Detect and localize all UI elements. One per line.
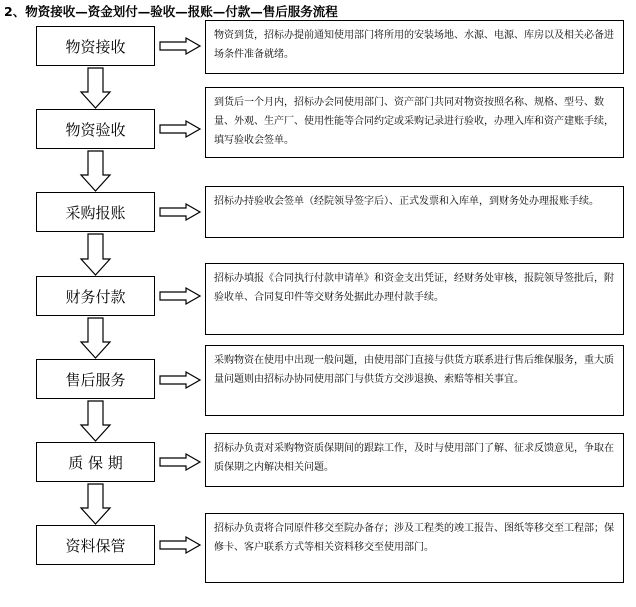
right-arrow-icon: [160, 454, 200, 470]
step-box-warranty: 质 保 期: [36, 442, 155, 482]
down-arrow-icon: [81, 68, 110, 108]
step-box-records: 资料保管: [36, 525, 155, 565]
right-arrow-icon: [160, 38, 200, 54]
step-desc-reimburse: 招标办持验收会签单（经院领导签字后）、正式发票和入库单，到财务处办理报账手续。: [205, 186, 624, 238]
right-arrow-icon: [160, 537, 200, 553]
step-desc-after-sales: 采购物资在使用中出现一般问题，由使用部门直接与供货方联系进行售后维保服务，重大质量问题则由招标办协同使用部门与供货方交涉退换、索赔等相关事宜。: [205, 345, 624, 416]
down-arrow-icon: [81, 318, 110, 358]
step-desc-inspect: 到货后一个月内，招标办会同使用部门、资产部门共同对物资按照名称、规格、型号、数量、外观、生产厂、使用性能等合同约定或采购记录进行验收，办理入库和资产建账手续，填写验收会签单。: [205, 87, 624, 158]
right-arrow-icon: [160, 288, 200, 304]
right-arrow-icon: [160, 372, 200, 388]
down-arrow-icon: [81, 401, 110, 441]
step-box-inspect: 物资验收: [36, 109, 155, 149]
step-box-after-sales: 售后服务: [36, 359, 155, 399]
step-box-reimburse: 采购报账: [36, 192, 155, 232]
step-desc-payment: 招标办填报《合同执行付款申请单》和资金支出凭证，经财务处审核，报院领导签批后，附验收单、合同复印件等交财务处据此办理付款手续。: [205, 263, 624, 335]
step-box-receive: 物资接收: [36, 26, 155, 66]
down-arrow-icon: [81, 484, 110, 524]
page-title: 2、物资接收—资金划付—验收—报账—付款—售后服务流程: [4, 4, 338, 19]
down-arrow-icon: [81, 151, 110, 191]
right-arrow-icon: [160, 121, 200, 137]
step-desc-receive: 物资到货，招标办提前通知使用部门将所用的安装场地、水源、电源、库房以及相关必备进场条件准备就绪。: [205, 20, 624, 74]
right-arrow-icon: [160, 204, 200, 220]
step-box-payment: 财务付款: [36, 276, 155, 316]
step-desc-warranty: 招标办负责对采购物资质保期间的跟踪工作，及时与使用部门了解、征求反馈意见，争取在质保期之内解决相关问题。: [205, 433, 624, 487]
step-desc-records: 招标办负责将合同原件移交至院办备存；涉及工程类的竣工报告、图纸等移交至工程部；保修卡、客户联系方式等相关资料移交至使用部门。: [205, 513, 624, 583]
down-arrow-icon: [81, 234, 110, 275]
